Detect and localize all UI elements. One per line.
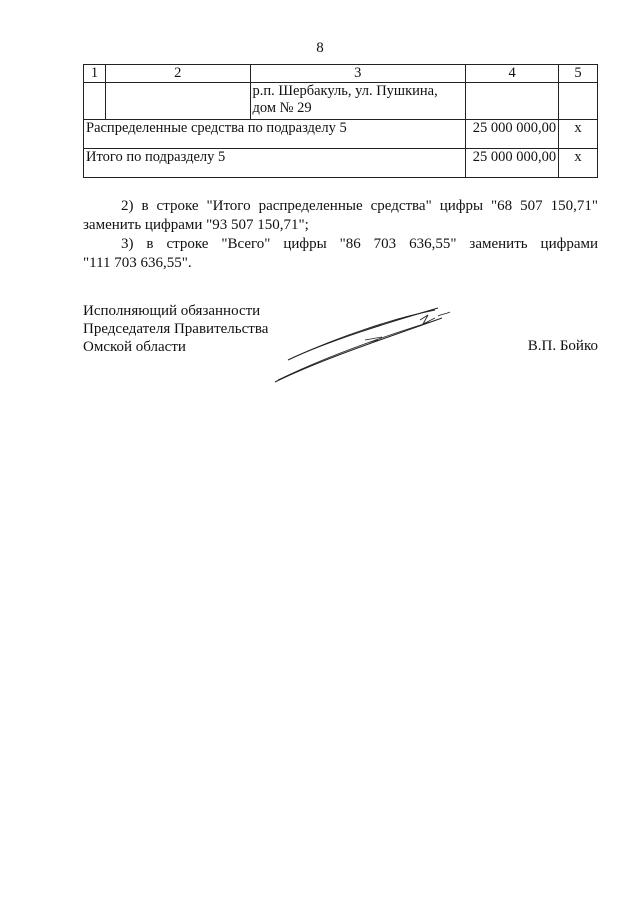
table-cell — [466, 83, 559, 120]
header-cell: 3 — [250, 65, 466, 83]
table-cell — [84, 83, 106, 120]
page-number: 8 — [316, 40, 324, 56]
table-header-row — [84, 65, 598, 83]
header-cell: 2 — [105, 65, 250, 83]
paragraph-line: 3) в строке "Всего" цифры "86 703 636,55" заменить цифрами — [121, 236, 598, 252]
total-amount: 25 000 000,00 — [466, 149, 559, 178]
address-line: дом № 29 — [252, 100, 312, 116]
subsection-label: Распределенные средства по подразделу 5 — [84, 120, 466, 149]
address-cell — [250, 83, 466, 120]
header-cell: 1 — [84, 65, 106, 83]
header-cell: 4 — [466, 65, 559, 83]
header-cell: 5 — [559, 65, 598, 83]
signatory-title-line: Омской области — [83, 339, 186, 355]
subsection-amount: 25 000 000,00 — [466, 120, 559, 149]
amendment-paragraph-2 — [83, 197, 598, 235]
allocation-table — [83, 64, 598, 178]
signatory-title — [83, 302, 268, 356]
address-line: р.п. Шербакуль, ул. Пушкина, — [252, 83, 438, 99]
subsection-mark: x — [559, 120, 598, 149]
subsection-row — [84, 120, 598, 149]
signatory-title-line: Исполняющий обязанности — [83, 303, 261, 319]
paragraph-line: 2) в строке "Итого распределенные средства" цифры "68 507 150,71" — [121, 198, 598, 214]
table-row — [84, 83, 598, 120]
total-row — [84, 149, 598, 178]
table-cell — [105, 83, 250, 120]
paragraph-line: заменить цифрами "93 507 150,71"; — [83, 217, 309, 233]
total-mark: x — [559, 149, 598, 178]
total-label: Итого по подразделу 5 — [84, 149, 466, 178]
paragraph-line: "111 703 636,55". — [83, 255, 192, 271]
table-cell — [559, 83, 598, 120]
handwritten-signature — [270, 300, 460, 390]
amendment-paragraph-3 — [83, 235, 598, 273]
signatory-title-line: Председателя Правительства — [83, 321, 269, 337]
signatory-name: В.П. Бойко — [527, 338, 598, 354]
